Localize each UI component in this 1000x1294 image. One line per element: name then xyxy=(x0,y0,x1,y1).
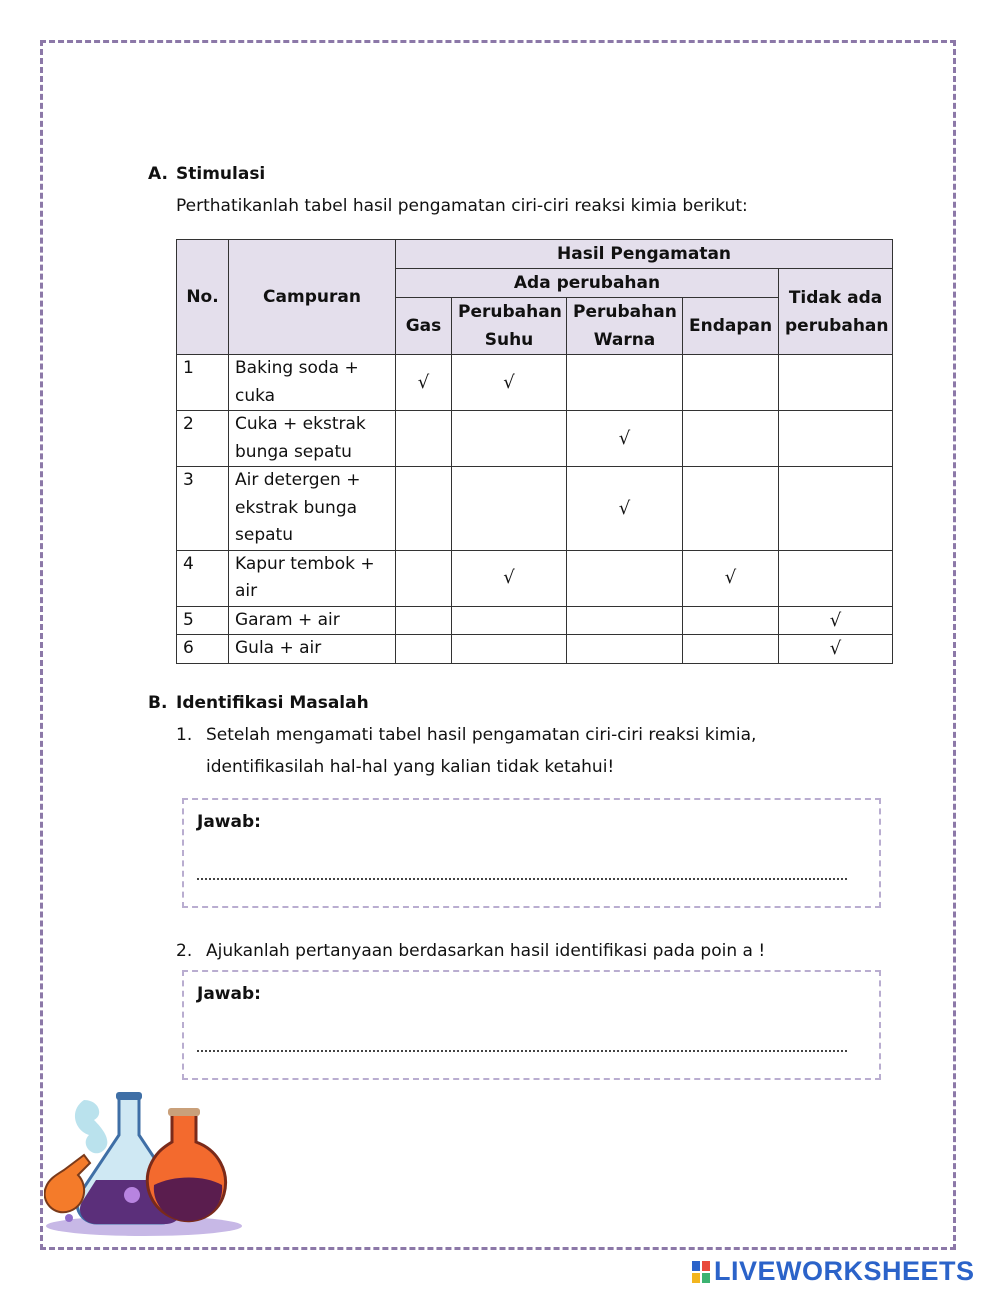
header-endapan: Endapan xyxy=(683,298,779,355)
header-no: No. xyxy=(177,240,229,355)
cell-suhu: √ xyxy=(452,550,567,606)
table-row xyxy=(177,411,893,467)
red-flask-rim xyxy=(168,1108,200,1116)
cell-endapan xyxy=(683,411,779,467)
bubble xyxy=(65,1214,73,1222)
cell-warna: √ xyxy=(567,467,683,551)
cell-gas xyxy=(396,635,452,664)
vapor-cloud xyxy=(75,1100,107,1153)
table-row xyxy=(177,355,893,411)
header-perubahan-warna: Perubahan Warna xyxy=(567,298,683,355)
cell-suhu xyxy=(452,606,567,635)
cell-warna xyxy=(567,606,683,635)
cell-tidak xyxy=(779,550,893,606)
bubble xyxy=(124,1187,140,1203)
cell-gas xyxy=(396,411,452,467)
cell-endapan: √ xyxy=(683,550,779,606)
cell-suhu: √ xyxy=(452,355,567,411)
answer-label: Jawab: xyxy=(197,812,261,832)
cell-no: 3 xyxy=(177,467,229,551)
cell-tidak: √ xyxy=(779,606,893,635)
question-2 xyxy=(176,936,765,966)
cell-campuran: Kapur tembok + air xyxy=(229,550,396,606)
question-1-line-2: identifikasilah hal-hal yang kalian tidak ketahui! xyxy=(206,757,615,777)
cell-endapan xyxy=(683,355,779,411)
cell-suhu xyxy=(452,635,567,664)
cell-campuran: Cuka + ekstrak bunga sepatu xyxy=(229,411,396,467)
cell-gas xyxy=(396,550,452,606)
answer-line[interactable] xyxy=(197,866,847,880)
cell-warna: √ xyxy=(567,411,683,467)
cell-no: 4 xyxy=(177,550,229,606)
cell-no: 5 xyxy=(177,606,229,635)
section-a-title: A. Stimulasi xyxy=(148,164,266,184)
cell-no: 2 xyxy=(177,411,229,467)
header-perubahan-suhu: Perubahan Suhu xyxy=(452,298,567,355)
cell-tidak xyxy=(779,411,893,467)
header-hasil-pengamatan: Hasil Pengamatan xyxy=(396,240,893,269)
cell-campuran: Baking soda + cuka xyxy=(229,355,396,411)
header-gas: Gas xyxy=(396,298,452,355)
cell-endapan xyxy=(683,467,779,551)
cell-no: 1 xyxy=(177,355,229,411)
question-1-number: 1. xyxy=(176,725,193,745)
table-row xyxy=(177,467,893,551)
cell-tidak xyxy=(779,355,893,411)
cell-gas: √ xyxy=(396,355,452,411)
cell-gas xyxy=(396,467,452,551)
table-row xyxy=(177,635,893,664)
answer-box-1[interactable] xyxy=(182,798,881,908)
cell-warna xyxy=(567,635,683,664)
cell-campuran: Gula + air xyxy=(229,635,396,664)
cell-campuran: Air detergen + ekstrak bunga sepatu xyxy=(229,467,396,551)
question-1 xyxy=(176,720,756,782)
answer-box-2[interactable] xyxy=(182,970,881,1080)
question-1-line-1: Setelah mengamati tabel hasil pengamatan ciri-ciri reaksi kimia, xyxy=(206,725,757,745)
table-row xyxy=(177,550,893,606)
blue-flask-rim xyxy=(116,1092,142,1100)
question-2-number: 2. xyxy=(176,941,193,961)
table-row xyxy=(177,606,893,635)
cell-no: 6 xyxy=(177,635,229,664)
logo-mark-icon xyxy=(692,1261,710,1283)
cell-endapan xyxy=(683,606,779,635)
cell-gas xyxy=(396,606,452,635)
answer-line[interactable] xyxy=(197,1038,847,1052)
header-tidak-ada-perubahan: Tidak ada perubahan xyxy=(779,269,893,355)
cell-warna xyxy=(567,355,683,411)
chemistry-flasks-illustration xyxy=(44,1090,249,1250)
cell-suhu xyxy=(452,467,567,551)
answer-label: Jawab: xyxy=(197,984,261,1004)
observation-table xyxy=(176,239,893,664)
question-2-text: Ajukanlah pertanyaan berdasarkan hasil identifikasi pada poin a ! xyxy=(206,941,766,961)
cell-warna xyxy=(567,550,683,606)
cell-endapan xyxy=(683,635,779,664)
header-campuran: Campuran xyxy=(229,240,396,355)
header-ada-perubahan: Ada perubahan xyxy=(396,269,779,298)
cell-tidak xyxy=(779,467,893,551)
cell-tidak: √ xyxy=(779,635,893,664)
section-a-intro: Perthatikanlah tabel hasil pengamatan ciri-ciri reaksi kimia berikut: xyxy=(176,196,748,216)
cell-campuran: Garam + air xyxy=(229,606,396,635)
section-b-title: B. Identifikasi Masalah xyxy=(148,693,369,713)
cell-suhu xyxy=(452,411,567,467)
liveworksheets-logo: LIVEWORKSHEETS xyxy=(692,1256,975,1287)
